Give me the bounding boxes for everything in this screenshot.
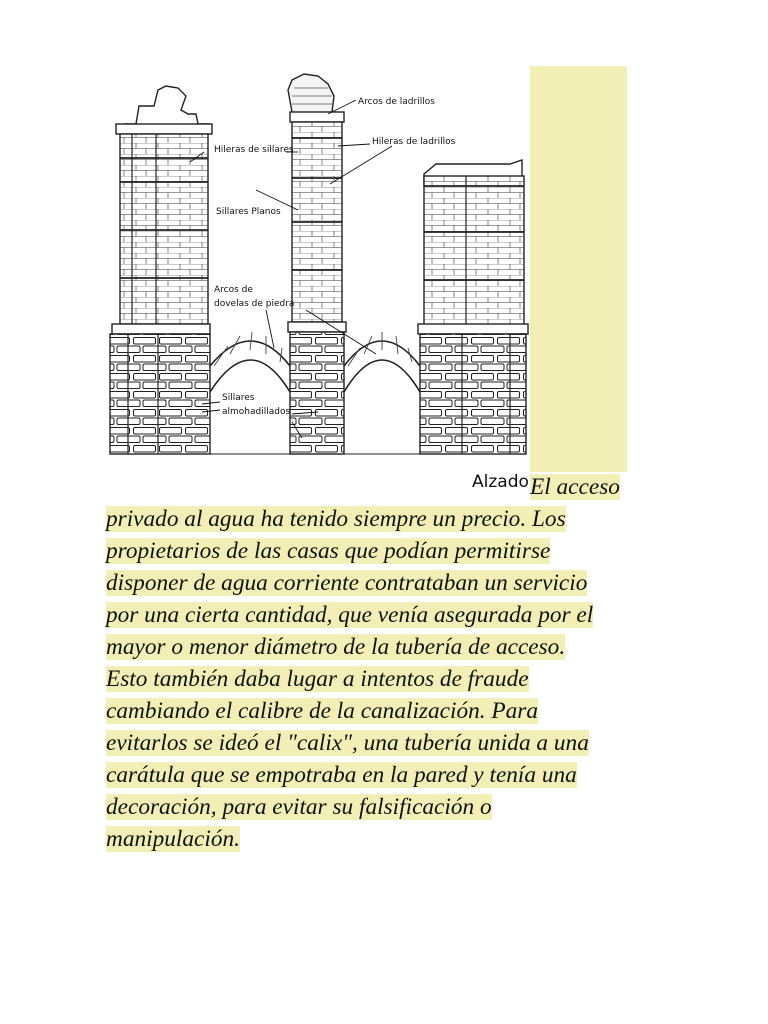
text-line: mayor o menor diámetro de la tubería de acceso. — [106, 634, 566, 660]
text-line: evitarlos se ideó el "calix", una tubería unida a una — [106, 730, 589, 756]
label-arcos-dovelas-2: dovelas de piedra — [214, 299, 295, 309]
text-line: decoración, para evitar su falsificación o — [106, 794, 492, 820]
highlight-strip — [530, 66, 627, 472]
label-hileras-sillares: Hileras de sillares — [214, 145, 294, 155]
text-line: El acceso — [530, 474, 620, 500]
figure-caption: Alzado — [472, 472, 529, 492]
middle-tower — [288, 74, 346, 454]
text-line: cambiando el calibre de la canalización. Para — [106, 698, 538, 724]
label-arcos-dovelas-1: Arcos de — [214, 285, 253, 295]
label-sillares-almoh-2: almohadillados — [222, 407, 291, 417]
text-line: por una cierta cantidad, que venía asegurada por el — [106, 602, 594, 628]
label-arcos-ladrillos: Arcos de ladrillos — [358, 97, 435, 107]
right-tower — [418, 160, 528, 454]
text-line: privado al agua ha tenido siempre un precio. Los — [106, 506, 566, 532]
text-line: Esto también daba lugar a intentos de fraude — [106, 666, 529, 692]
left-tower — [110, 86, 212, 454]
label-hileras-ladrillos: Hileras de ladrillos — [372, 137, 456, 147]
label-sillares-almoh-1: Sillares — [222, 393, 255, 403]
text-line: manipulación. — [106, 826, 240, 852]
text-line: disponer de agua corriente contrataban un servicio — [106, 570, 588, 596]
label-sillares-planos: Sillares Planos — [216, 207, 281, 217]
body-paragraph — [106, 471, 636, 855]
aqueduct-elevation-figure — [106, 66, 530, 496]
text-line: propietarios de las casas que podían permitirse — [106, 538, 551, 564]
text-line: carátula que se empotraba en la pared y tenía una — [106, 762, 577, 788]
